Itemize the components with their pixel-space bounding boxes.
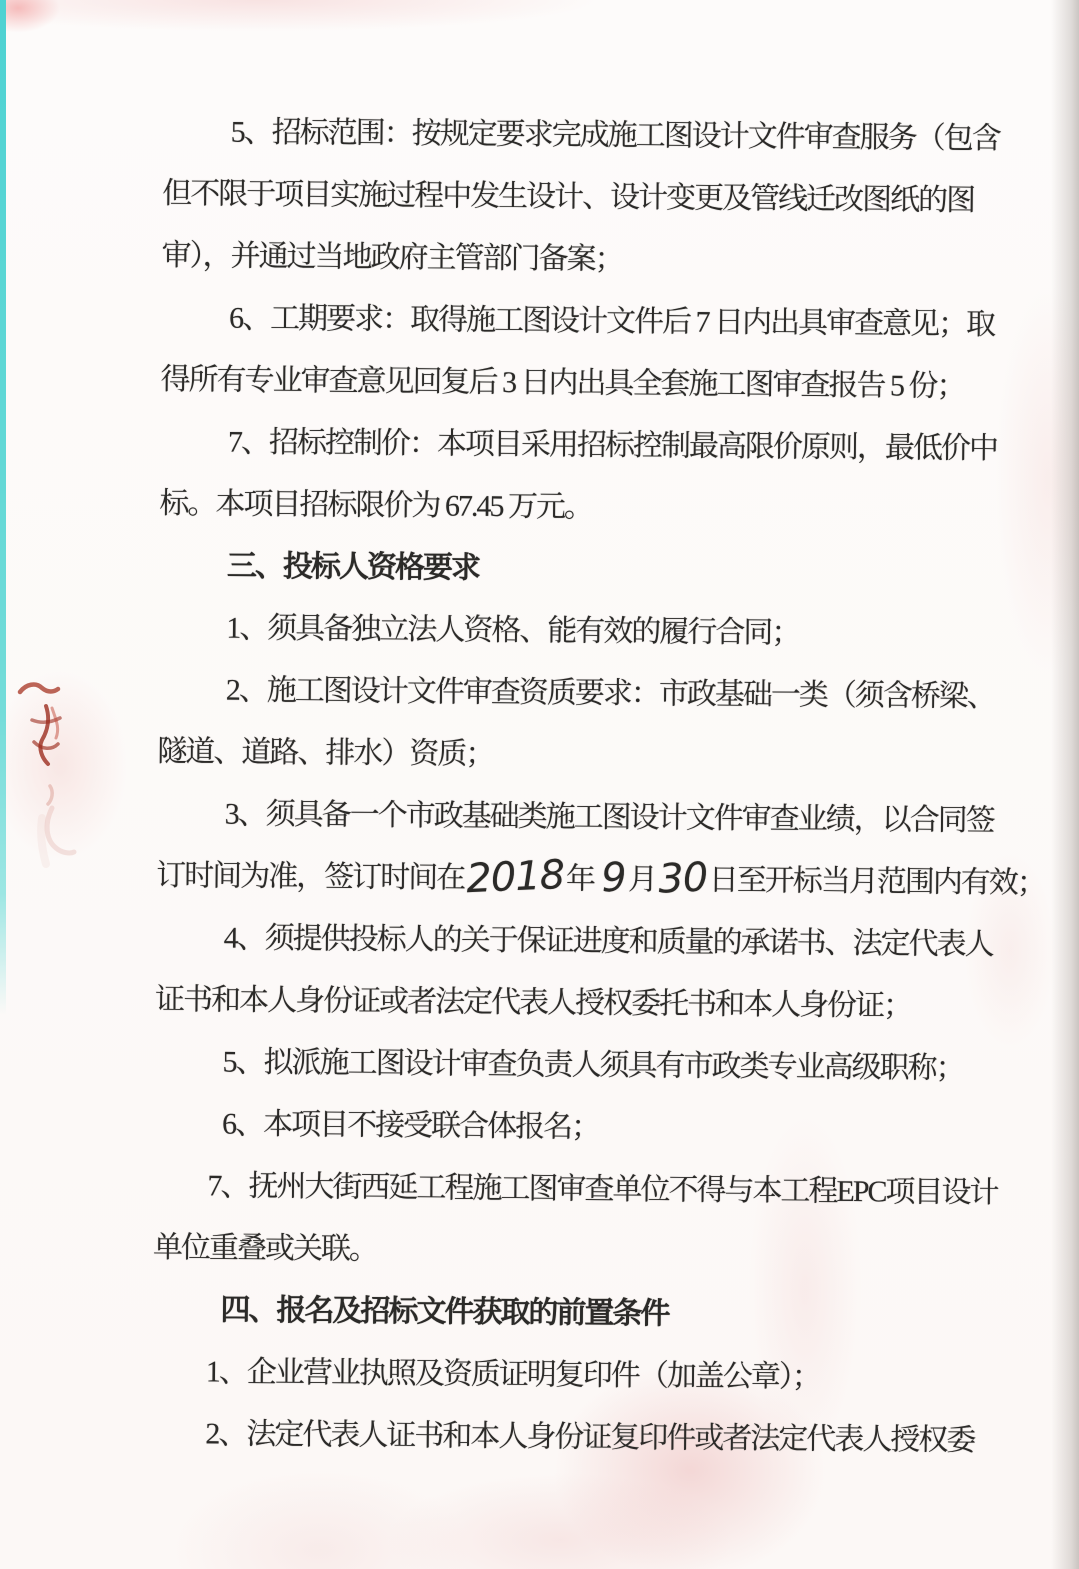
page-text bbox=[151, 97, 1043, 1469]
handwritten-year: 2018 bbox=[465, 851, 566, 903]
text-line: 证书和本人身份证或者法定代表人授权委托书和本人身份证； bbox=[154, 982, 912, 1023]
text-segment: 订时间为准，签订时间在 bbox=[156, 858, 465, 895]
red-ink-scribble bbox=[12, 668, 84, 868]
section-heading: 四、报名及招标文件获取的前置条件 bbox=[220, 1293, 669, 1331]
text-line: 7、招标控制价：本项目采用招标控制最高限价原则，最低价中 bbox=[227, 425, 998, 466]
text-line: 但不限于项目实施过程中发生设计、设计变更及管线迁改图纸的图 bbox=[162, 176, 975, 218]
text-line: 2、施工图设计文件审查资质要求：市政基础一类（须含桥梁、 bbox=[225, 673, 995, 714]
text-line: 5、招标范围：按规定要求完成施工图设计文件审查服务（包含 bbox=[230, 115, 1000, 156]
handwritten-month: 9 bbox=[600, 854, 628, 902]
text-line: 得所有专业审查意见回复后 3 日内出具全套施工图审查报告 5 份； bbox=[160, 362, 965, 404]
text-line: 5、拟派施工图设计审查负责人须具有市政类专业高级职称； bbox=[222, 1045, 964, 1086]
paper-edge-shadow bbox=[1051, 0, 1079, 1569]
text-segment: 日至开标当月范围内有效； bbox=[708, 863, 1045, 900]
text-line: 1、企业营业执照及资质证明复印件（加盖公章）； bbox=[205, 1355, 820, 1394]
text-line: 2、法定代表人证书和本人身份证复印件或者法定代表人授权委 bbox=[205, 1417, 975, 1458]
text-line: 7、抚州大街西延工程施工图审查单位不得与本工程EPC项目设计 bbox=[207, 1169, 998, 1210]
text-line-with-handwritten-date bbox=[156, 841, 1045, 911]
text-line: 隧道、道路、排水）资质； bbox=[157, 734, 494, 771]
text-line: 4、须提供投标人的关于保证进度和质量的承诺书、法定代表人 bbox=[223, 921, 993, 962]
scan-edge-stripe bbox=[0, 0, 6, 1015]
text-segment: 月 bbox=[627, 863, 657, 897]
text-line: 审），并通过当地政府主管部门备案； bbox=[161, 238, 623, 277]
section-heading: 三、投标人资格要求 bbox=[226, 549, 480, 585]
text-line: 3、须具备一个市政基础类施工图设计文件审查业绩，以合同签 bbox=[224, 797, 994, 838]
text-line: 1、须具备独立法人资格、能有效的履行合同； bbox=[226, 611, 800, 650]
text-line: 6、工期要求：取得施工图设计文件后 7 日内出具审查意见；取 bbox=[228, 301, 995, 342]
text-line: 单位重叠或关联。 bbox=[152, 1230, 378, 1266]
text-line: 6、本项目不接受联合体报名； bbox=[221, 1107, 600, 1144]
text-segment: 年 bbox=[565, 862, 600, 896]
text-line: 标。本项目招标限价为 67.45 万元。 bbox=[159, 486, 593, 524]
handwritten-day: 30 bbox=[657, 854, 708, 903]
